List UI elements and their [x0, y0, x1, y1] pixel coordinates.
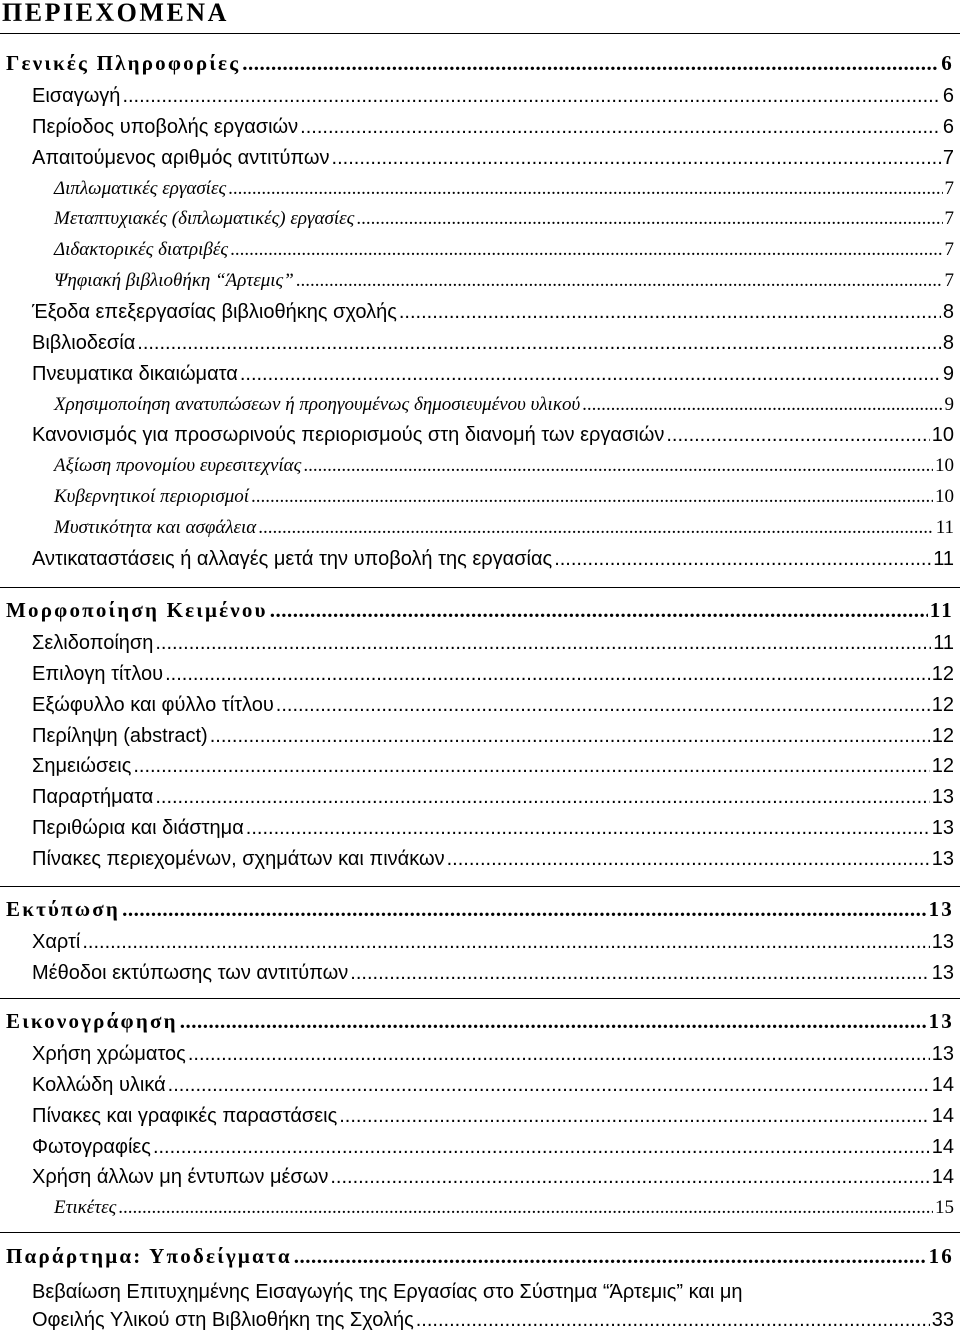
leader-dots: [330, 1166, 929, 1189]
section-title: Εκτύπωση: [6, 897, 121, 921]
page-number: 13: [931, 847, 954, 870]
page-number: 12: [931, 662, 954, 685]
toc-entry[interactable]: [32, 632, 954, 658]
entry-title: Περίοδος υποβολής εργασιών: [32, 115, 299, 138]
entry-title: Παραρτήματα: [32, 786, 154, 809]
leader-dots: [118, 1197, 933, 1219]
page-number: 14: [931, 1073, 954, 1096]
entry-title: Επιλογη τίτλου: [32, 662, 164, 685]
leader-dots: [155, 632, 931, 655]
page-number: 15: [935, 1197, 954, 1219]
entry-title: Κανονισμός για προσωρινούς περιορισμούς στη διανομή των εργασιών: [32, 424, 665, 447]
page-number: 10: [935, 455, 954, 477]
entry-title: Κολλώδη υλικά: [32, 1073, 166, 1096]
page-number: 14: [931, 1104, 954, 1127]
leader-dots: [399, 301, 941, 324]
toc-entry[interactable]: [32, 1105, 954, 1131]
toc-entry[interactable]: [32, 848, 954, 874]
toc-entry[interactable]: [32, 962, 954, 988]
leader-dots: [153, 1136, 930, 1159]
leader-dots: [303, 455, 933, 477]
leader-dots: [168, 1074, 930, 1097]
final-toc-entry[interactable]: [32, 1278, 954, 1334]
entry-title: Πίνακες περιεχομένων, σχημάτων και πινάκων: [32, 847, 445, 870]
leader-dots: [228, 178, 942, 200]
page-number: 10: [935, 486, 954, 508]
section-title: Εικονογράφηση: [6, 1009, 178, 1033]
page-number: 13: [931, 1043, 954, 1065]
page-number: 7: [944, 239, 954, 261]
leader-dots: [180, 1009, 927, 1034]
entry-title: Σημειώσεις: [32, 755, 132, 778]
toc-entry[interactable]: [32, 332, 954, 358]
entry-title: Μέθοδοι εκτύπωσης των αντιτύπων: [32, 961, 349, 984]
page-title: ΠΕΡΙΕΧΟΜΕΝΑ: [2, 0, 229, 27]
toc-entry[interactable]: [32, 116, 954, 142]
page-number: 13: [931, 817, 954, 840]
toc-entry[interactable]: [32, 1074, 954, 1100]
entry-title: Διπλωματικές εργασίες: [54, 177, 227, 199]
leader-dots: [270, 598, 928, 623]
section-divider: [0, 1232, 960, 1233]
page-number: 13: [928, 897, 954, 921]
leader-dots: [554, 548, 931, 571]
entry-title: Διδακτορικές διατριβές: [54, 239, 229, 261]
leader-dots: [350, 962, 929, 985]
toc-subentry[interactable]: [54, 486, 954, 512]
final-entry-line2: Οφειλής Υλικού στη Βιβλιοθήκη της Σχολής: [32, 1309, 414, 1331]
leader-dots: [339, 1105, 930, 1128]
leader-dots: [416, 1306, 930, 1334]
entry-title: Βιβλιοδεσία: [32, 331, 136, 354]
leader-dots: [251, 486, 933, 508]
final-entry-line1: Βεβαίωση Επιτυχημένης Εισαγωγής της Εργασίας στο Σύστημα “Άρτεμις” και μη: [32, 1281, 743, 1303]
section-heading[interactable]: [6, 1244, 954, 1272]
toc-subentry[interactable]: [54, 455, 954, 481]
page-number: 14: [931, 1166, 954, 1189]
entry-title: Περίληψη (abstract): [32, 724, 208, 747]
entry-title: Εξώφυλλο και φύλλο τίτλου: [32, 693, 274, 716]
toc-entry[interactable]: [32, 694, 954, 720]
entry-title: Εισαγωγή: [32, 85, 121, 107]
entry-title: Χαρτί: [32, 931, 81, 953]
leader-dots: [332, 147, 941, 170]
leader-dots: [122, 85, 940, 108]
toc-subentry[interactable]: [54, 517, 954, 543]
page-number: 13: [931, 931, 954, 953]
page-number: 11: [929, 598, 954, 622]
page-number: 11: [933, 632, 954, 654]
leader-dots: [188, 1043, 930, 1066]
entry-title: Ετικέτες: [54, 1197, 117, 1219]
final-entry-line2-row: [32, 1306, 954, 1334]
entry-title: Έξοδα επεξεργασίας βιβλιοθήκης σχολής: [32, 300, 397, 323]
page-number: 7: [944, 177, 954, 199]
page-number: 13: [931, 961, 954, 984]
toc-entry[interactable]: [32, 424, 954, 450]
leader-dots: [296, 270, 943, 292]
leader-dots: [155, 786, 929, 809]
entry-title: Χρήση χρώματος: [32, 1043, 186, 1065]
leader-dots: [230, 239, 942, 261]
page-number: 11: [935, 516, 954, 538]
page-number: 12: [931, 755, 954, 778]
leader-dots: [240, 363, 941, 386]
page-number: 12: [931, 693, 954, 716]
toc-subentry[interactable]: [54, 208, 954, 234]
toc-entry[interactable]: [32, 363, 954, 389]
section-heading[interactable]: [6, 51, 954, 79]
leader-dots: [300, 116, 941, 139]
entry-title: Απαιτούμενος αριθμός αντιτύπων: [32, 146, 330, 169]
entry-title: Πίνακες και γραφικές παραστάσεις: [32, 1104, 338, 1127]
toc-entry[interactable]: [32, 725, 954, 751]
page-number: 7: [944, 270, 954, 292]
leader-dots: [82, 931, 929, 954]
toc-entry[interactable]: [32, 755, 954, 781]
page-number: 9: [944, 393, 954, 415]
entry-title: Περιθώρια και διάστημα: [32, 817, 244, 840]
toc-subentry[interactable]: [54, 394, 954, 420]
leader-dots: [122, 897, 927, 922]
page-number: 33: [931, 1309, 954, 1331]
toc-entry[interactable]: [32, 786, 954, 812]
entry-title: Φωτογραφίες: [32, 1135, 151, 1158]
leader-dots: [447, 848, 930, 871]
toc-entry[interactable]: [32, 548, 954, 574]
section-divider: [0, 998, 960, 999]
page-number: 6: [941, 51, 954, 75]
leader-dots: [666, 424, 929, 447]
toc-entry[interactable]: [32, 301, 954, 327]
toc-subentry[interactable]: [54, 270, 954, 296]
page-number: 12: [931, 724, 954, 747]
leader-dots: [294, 1244, 927, 1269]
title-rule: [0, 33, 960, 34]
page-number: 6: [942, 115, 954, 138]
page-number: 13: [931, 786, 954, 809]
entry-title: Κυβερνητικοί περιορισμοί: [54, 486, 250, 508]
toc-entry[interactable]: [32, 663, 954, 689]
page-number: 9: [942, 362, 954, 385]
leader-dots: [276, 694, 930, 717]
section-heading[interactable]: [6, 1009, 954, 1037]
entry-title: Ψηφιακή βιβλιοθήκη “Άρτεμις”: [54, 270, 294, 292]
page-number: 7: [944, 208, 954, 230]
entry-title: Πνευματικα δικαιώματα: [32, 362, 238, 385]
toc-entry[interactable]: [32, 1043, 954, 1069]
leader-dots: [582, 394, 942, 416]
leader-dots: [210, 725, 930, 748]
toc-entry[interactable]: [32, 931, 954, 957]
page-number: 13: [928, 1009, 954, 1033]
toc-subentry[interactable]: [54, 1197, 954, 1223]
leader-dots: [133, 755, 929, 778]
toc-entry[interactable]: [32, 85, 954, 111]
section-title: Γενικές Πληροφορίες: [6, 51, 241, 75]
page-number: 8: [942, 300, 954, 323]
entry-title: Χρήση άλλων μη έντυπων μέσων: [32, 1166, 329, 1189]
page-number: 8: [942, 331, 954, 354]
page-number: 6: [942, 85, 954, 107]
toc-entry[interactable]: [32, 1136, 954, 1162]
entry-title: Μυστικότητα και ασφάλεια: [54, 516, 257, 538]
entry-title: Αξίωση προνομίου ευρεσιτεχνίας: [54, 455, 302, 477]
leader-dots: [258, 517, 933, 539]
page-number: 16: [928, 1244, 954, 1268]
section-title: Παράρτημα: Υποδείγματα: [6, 1244, 292, 1268]
leader-dots: [242, 51, 939, 76]
entry-title: Μεταπτυχιακές (διπλωματικές) εργασίες: [54, 208, 355, 230]
toc-entry[interactable]: [32, 1166, 954, 1192]
page-number: 7: [942, 146, 954, 169]
section-title: Μορφοποίηση Κειμένου: [6, 598, 268, 622]
entry-title: Αντικαταστάσεις ή αλλαγές μετά την υποβολή της εργασίας: [32, 547, 553, 570]
leader-dots: [165, 663, 930, 686]
page-number: 10: [931, 424, 954, 447]
section-divider: [0, 587, 960, 588]
leader-dots: [246, 817, 930, 840]
leader-dots: [137, 332, 941, 355]
toc-subentry[interactable]: [54, 239, 954, 265]
section-divider: [0, 886, 960, 887]
toc-subentry[interactable]: [54, 178, 954, 204]
entry-title: Σελιδοποίηση: [32, 632, 154, 654]
section-heading[interactable]: [6, 897, 954, 925]
section-heading[interactable]: [6, 598, 954, 626]
toc-entry[interactable]: [32, 817, 954, 843]
leader-dots: [356, 208, 942, 230]
page-number: 11: [933, 547, 954, 570]
entry-title: Χρησιμοποίηση ανατυπώσεων ή προηγουμένως δημοσιευμένου υλικού: [54, 393, 581, 415]
toc-entry[interactable]: [32, 147, 954, 173]
page-number: 14: [931, 1135, 954, 1158]
